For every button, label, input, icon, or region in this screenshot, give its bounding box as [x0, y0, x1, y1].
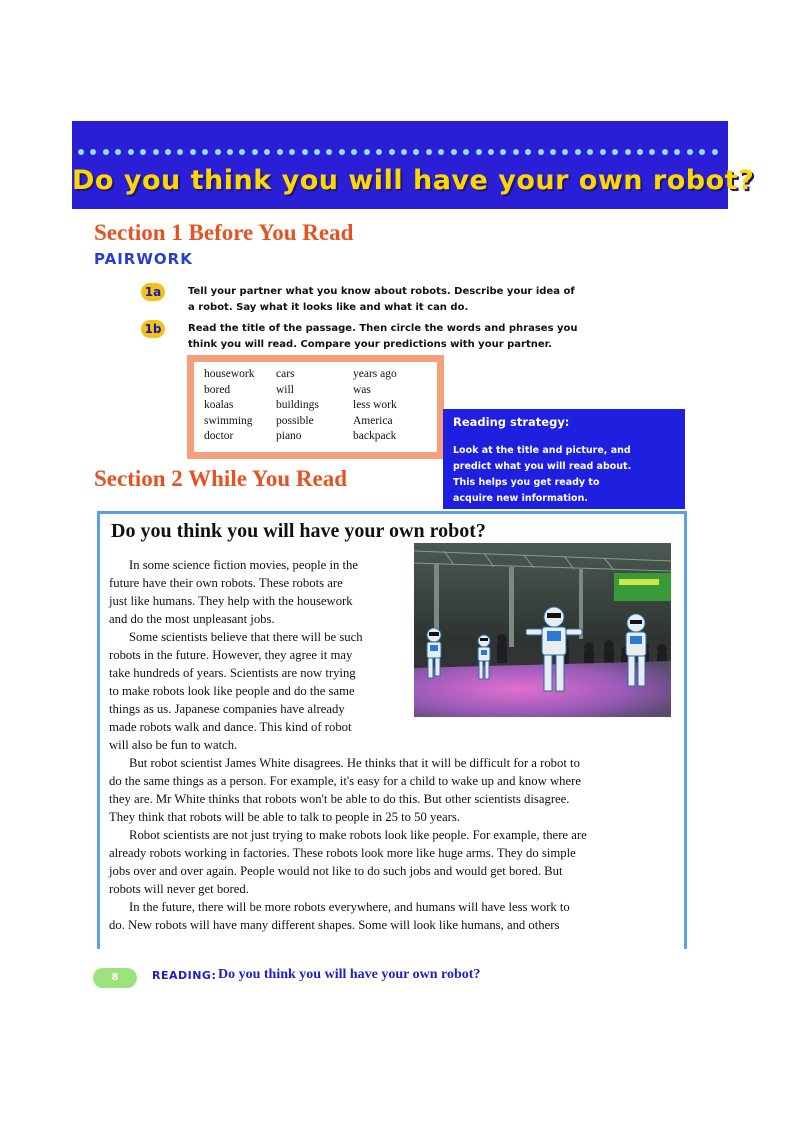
- passage-line: In some science fiction movies, people in the: [129, 558, 359, 572]
- banner-dot: [326, 149, 332, 155]
- word-item[interactable]: possible: [276, 414, 314, 427]
- banner-dot: [637, 149, 643, 155]
- word-item[interactable]: less work: [353, 399, 397, 411]
- banner-dot: [302, 149, 308, 155]
- banner-dot: [687, 149, 693, 155]
- banner-dot: [78, 149, 84, 155]
- word-item[interactable]: piano: [276, 430, 302, 442]
- banner-dot: [277, 149, 283, 155]
- banner-dot: [513, 149, 519, 155]
- banner-dot: [575, 149, 581, 155]
- activity-1a-line: a robot. Say what it looks like and what it can do.: [188, 302, 469, 313]
- banner-dot: [587, 149, 593, 155]
- passage-line: But robot scientist James White disagrees. He thinks that it will be difficult for a robot to: [129, 756, 580, 770]
- passage-title: Do you think you will have your own robot?: [111, 520, 486, 542]
- strategy-line: This helps you get ready to: [453, 477, 600, 488]
- word-item[interactable]: will: [276, 383, 294, 396]
- passage-line: made robots walk and dance. This kind of robot: [109, 720, 352, 734]
- activity-1b-line: think you will read. Compare your predictions with your partner.: [188, 339, 552, 350]
- word-item[interactable]: America: [353, 414, 393, 427]
- activity-1b-line: Read the title of the passage. Then circle the words and phrases you: [188, 323, 578, 334]
- banner-dot: [239, 149, 245, 155]
- banner-title: Do you think you will have your own robot?: [72, 165, 755, 196]
- banner-dot: [339, 149, 345, 155]
- passage-line: They think that robots will be able to talk to people in 25 to 50 years.: [109, 810, 460, 824]
- banner-dot: [674, 149, 680, 155]
- passage-line: Robot scientists are not just trying to make robots look like people. For example, there are: [129, 828, 587, 842]
- banner-dot: [413, 149, 419, 155]
- banner-dot: [662, 149, 668, 155]
- banner-dot: [426, 149, 432, 155]
- passage-line: do the same things as a person. For example, it's easy for a child to wake up and know where: [109, 774, 581, 788]
- banner-dot: [215, 149, 221, 155]
- activity-1a-text: [188, 284, 658, 316]
- word-grid: [204, 367, 433, 445]
- banner-dot: [177, 149, 183, 155]
- passage-line: to make robots look like people and do the same: [109, 684, 355, 698]
- banner-dot: [699, 149, 705, 155]
- word-item[interactable]: cars: [276, 368, 295, 380]
- activity-1a-line: Tell your partner what you know about robots. Describe your idea of: [188, 286, 575, 297]
- banner-dot: [115, 149, 121, 155]
- banner-dot: [451, 149, 457, 155]
- banner-dot: [438, 149, 444, 155]
- section-1-heading: Section 1 Before You Read: [94, 220, 354, 245]
- passage-line: just like humans. They help with the housework: [109, 594, 353, 608]
- banner-dot: [165, 149, 171, 155]
- passage-line: do. New robots will have many different shapes. Some will look like humans, and others: [109, 918, 560, 932]
- title-banner: [72, 121, 755, 209]
- banner-dot: [314, 149, 320, 155]
- word-item[interactable]: swimming: [204, 414, 253, 427]
- banner-dot: [600, 149, 606, 155]
- strategy-line: acquire new information.: [453, 493, 588, 504]
- banner-dot: [289, 149, 295, 155]
- banner-dot: [351, 149, 357, 155]
- footer-section-label: READING:: [152, 969, 217, 982]
- banner-dot: [128, 149, 134, 155]
- reading-strategy-title: Reading strategy:: [453, 415, 570, 429]
- word-item[interactable]: housework: [204, 368, 255, 380]
- banner-dot: [476, 149, 482, 155]
- banner-dot: [612, 149, 618, 155]
- reading-strategy-box: [443, 409, 685, 509]
- banner-dot: [90, 149, 96, 155]
- banner-dot: [562, 149, 568, 155]
- word-item[interactable]: buildings: [276, 399, 319, 411]
- passage-line: robots will never get bored.: [109, 882, 249, 896]
- banner-dot-row: [78, 149, 718, 159]
- robots-photo-illustration: [414, 543, 671, 717]
- passage-line: already robots working in factories. These robots look more like huge arms. They do simple: [109, 846, 576, 860]
- passage-line: future have their own robots. These robots are: [109, 576, 343, 590]
- banner-dot: [488, 149, 494, 155]
- robots-photo: [414, 543, 671, 717]
- banner-dot: [153, 149, 159, 155]
- banner-dot: [389, 149, 395, 155]
- strategy-line: predict what you will read about.: [453, 461, 632, 472]
- word-item[interactable]: koalas: [204, 399, 234, 411]
- banner-dot: [264, 149, 270, 155]
- passage-line: will also be fun to watch.: [109, 738, 238, 752]
- banner-dot: [140, 149, 146, 155]
- banner-dot: [500, 149, 506, 155]
- banner-dot: [401, 149, 407, 155]
- activity-1a-badge: 1a: [141, 283, 165, 301]
- banner-dot: [376, 149, 382, 155]
- passage-line: things as us. Japanese companies have already: [109, 702, 345, 716]
- banner-dot: [525, 149, 531, 155]
- passage-line: In the future, there will be more robots everywhere, and humans will have less work to: [129, 900, 570, 914]
- word-item[interactable]: years ago: [353, 368, 397, 380]
- passage-line: take hundreds of years. Scientists are now trying: [109, 666, 356, 680]
- footer-title: Do you think you will have your own robot?: [218, 967, 481, 982]
- banner-dot: [538, 149, 544, 155]
- activity-1b-text: [188, 321, 658, 353]
- passage-line: Some scientists believe that there will be such: [129, 630, 363, 644]
- word-item[interactable]: backpack: [353, 430, 397, 442]
- reading-strategy-body: [453, 443, 681, 507]
- word-item[interactable]: bored: [204, 383, 231, 396]
- activity-1b-badge: 1b: [141, 320, 165, 338]
- passage-line: they are. Mr White thinks that robots won't be able to do this. But other scientists disagree.: [109, 792, 570, 806]
- pairwork-label: PAIRWORK: [94, 250, 193, 268]
- passage-line: jobs over and over again. People would not like to do such jobs and would get bored. But: [109, 864, 563, 878]
- passage-line: robots in the future. However, they agree it may: [109, 648, 353, 662]
- banner-dot: [550, 149, 556, 155]
- banner-dot: [103, 149, 109, 155]
- page-number-badge: 8: [93, 968, 137, 988]
- banner-dot: [463, 149, 469, 155]
- banner-dot: [227, 149, 233, 155]
- word-item[interactable]: doctor: [204, 430, 234, 442]
- banner-dot: [252, 149, 258, 155]
- banner-dot: [649, 149, 655, 155]
- passage-line: and do the most unpleasant jobs.: [109, 612, 275, 626]
- word-box: [187, 355, 444, 459]
- word-item[interactable]: was: [353, 383, 371, 396]
- banner-dot: [625, 149, 631, 155]
- banner-dot: [712, 149, 718, 155]
- banner-dot: [364, 149, 370, 155]
- banner-dot: [190, 149, 196, 155]
- strategy-line: Look at the title and picture, and: [453, 445, 631, 456]
- banner-dot: [202, 149, 208, 155]
- section-2-heading: Section 2 While You Read: [94, 466, 348, 491]
